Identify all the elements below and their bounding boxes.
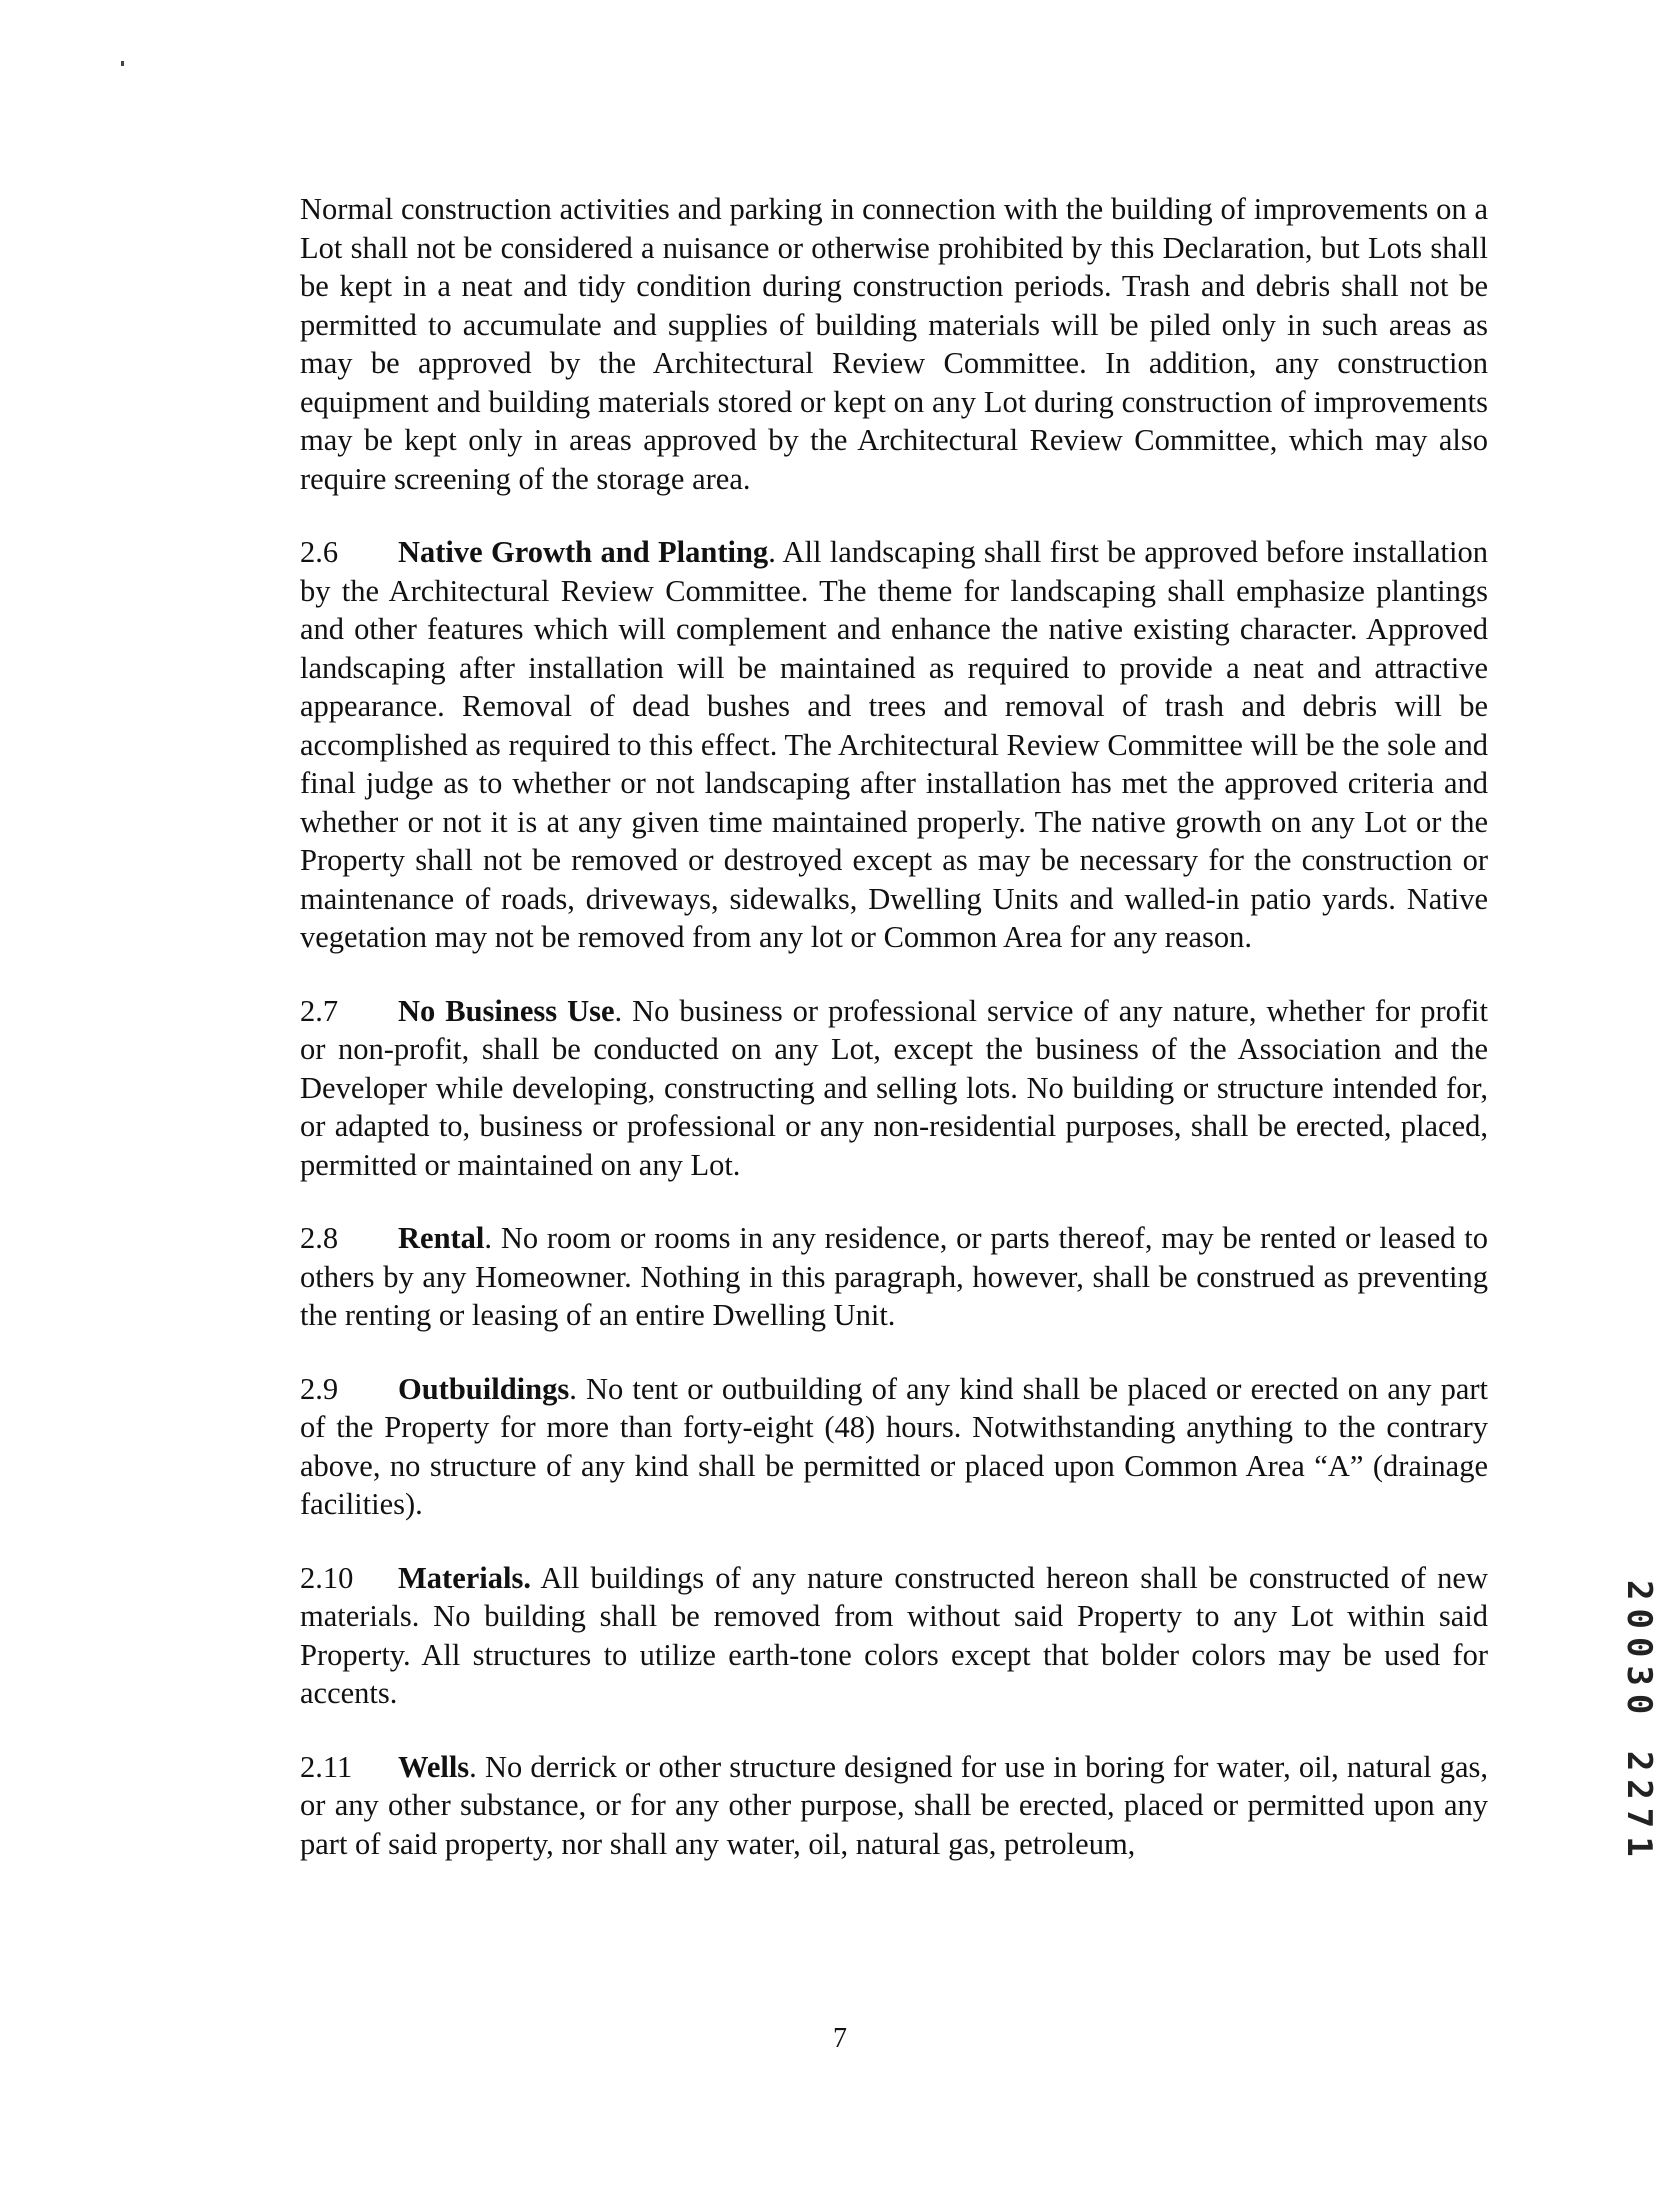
recording-stamp bbox=[1619, 1580, 1659, 1870]
intro-paragraph: Normal construction activities and parking in connection with the building of improvements on a Lot shall not be considered a nuisance or otherwise prohibited by this Declaration, but Lots shall be kept in a neat and tidy condition during construction periods. Trash and debris shall not be permitted to accumulate and supplies of building materials will be piled only in such areas as may be approved by the Architectural Review Committee. In addition, any construction equipment and building materials stored or kept on any Lot during construction of improvements may be kept only in areas approved by the Architectural Review Committee, which may also require screening of the storage area. bbox=[300, 192, 1488, 496]
section-title: Materials. bbox=[398, 1560, 531, 1595]
section-number: 2.6 bbox=[300, 535, 339, 569]
section-body: . All landscaping shall first be approved before installation by the Architectural Review Committee. The theme for landscaping shall emphasize plantings and other features which will complement and enhance the native existing character. Approved landscaping after installation will be maintained as required to provide a neat and attractive appearance. Removal of dead bushes and trees and removal of trash and debris will be accomplished as required to this effect. The Architectural Review Committee will be the sole and final judge as to whether or not landscaping after installation has met the approved criteria and whether or not it is at any given time maintained properly. The native growth on any Lot or the Property shall not be removed or destroyed except as may be necessary for the construction or maintenance of roads, driveways, sidewalks, Dwelling Units and walled-in patio yards. Native vegetation may not be removed from any lot or Common Area for any reason. bbox=[300, 535, 1488, 954]
recording-number: 20030 2271 bbox=[1619, 1580, 1659, 1865]
section-title: Native Growth and Planting bbox=[398, 535, 769, 569]
section-body: . No room or rooms in any residence, or parts thereof, may be rented or leased to others by any Homeowner. Nothing in this paragraph, however, shall be construed as preventing the renting or leasing of an entire Dwelling Unit. bbox=[300, 1221, 1488, 1332]
section-title: Rental bbox=[398, 1221, 485, 1255]
section-title: Outbuildings bbox=[398, 1371, 570, 1406]
section-number: 2.7 bbox=[300, 993, 339, 1028]
section-2-9 bbox=[300, 1370, 1488, 1524]
page-number: 7 bbox=[833, 2023, 847, 2054]
section-body: . No tent or outbuilding of any kind shall be placed or erected on any part of the Property for more than forty-eight (48) hours. Notwithstanding anything to the contrary above, no structure of any kind shall be permitted or placed upon Common Area “A” (drainage facilities). bbox=[300, 1371, 1488, 1521]
section-number: 2.10 bbox=[300, 1560, 354, 1595]
section-title: No Business Use bbox=[398, 993, 615, 1028]
section-number: 2.8 bbox=[300, 1221, 339, 1255]
document-body bbox=[300, 190, 1488, 1898]
section-body: . No derrick or other structure designed for use in boring for water, oil, natural gas, or any other substance, or for any other purpose, shall be erected, placed or permitted upon any part of said property, nor shall any water, oil, natural gas, petroleum, bbox=[300, 1749, 1488, 1861]
section-2-11 bbox=[300, 1748, 1488, 1864]
section-body: All buildings of any nature constructed hereon shall be constructed of new materials. No building shall be removed from without said Property to any Lot within said Property. All structures to utilize earth-tone colors except that bolder colors may be used for accents. bbox=[300, 1560, 1488, 1710]
section-number: 2.9 bbox=[300, 1371, 339, 1406]
section-2-10 bbox=[300, 1559, 1488, 1713]
section-2-7 bbox=[300, 992, 1488, 1185]
section-2-6 bbox=[300, 533, 1488, 957]
section-2-8 bbox=[300, 1219, 1488, 1335]
section-body: . No business or professional service of any nature, whether for profit or non-profit, shall be conducted on any Lot, except the business of the Association and the Developer while developing, constructing and selling lots. No building or structure intended for, or adapted to, business or professional or any non-residential purposes, shall be erected, placed, permitted or maintained on any Lot. bbox=[300, 993, 1488, 1182]
section-title: Wells bbox=[398, 1749, 470, 1784]
scan-speck bbox=[121, 61, 124, 66]
section-number: 2.11 bbox=[300, 1749, 353, 1784]
